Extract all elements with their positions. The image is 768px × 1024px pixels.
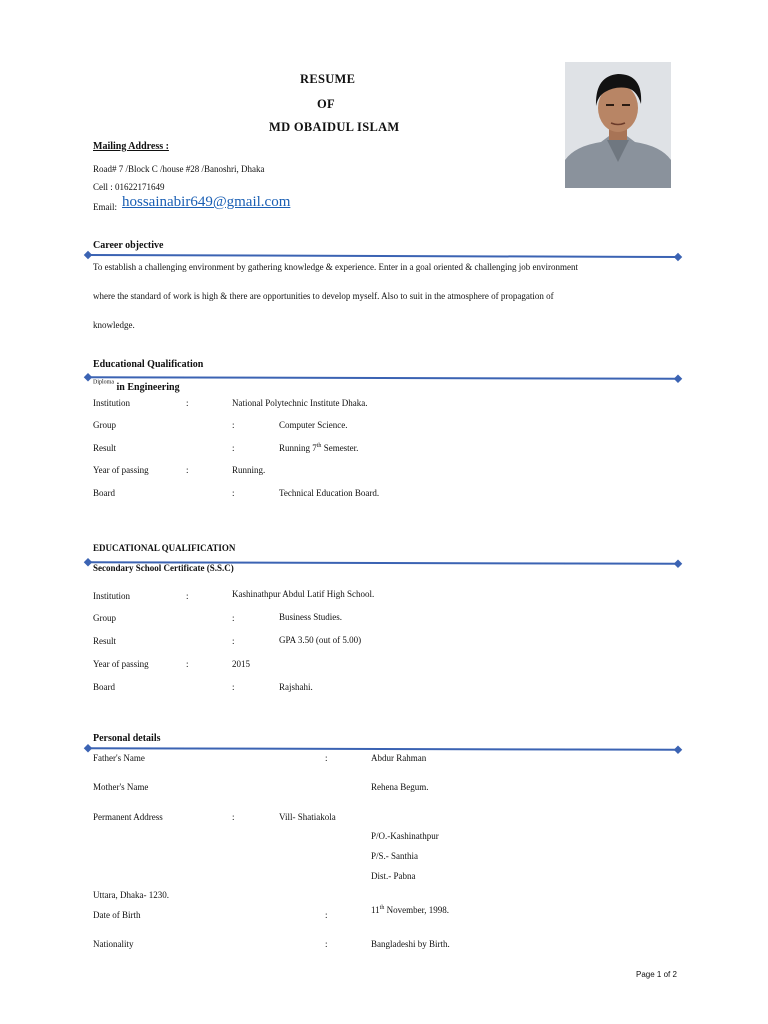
mailing-cell: Cell : 01622171649 <box>93 182 165 192</box>
edu2-label-institution: Institution <box>93 591 131 601</box>
edu1-value-board: Technical Education Board. <box>279 488 380 498</box>
permanent-address-line-2: P/O.-Kashinathpur <box>371 831 439 841</box>
edu1-colon: : <box>232 443 235 453</box>
profile-photo-image <box>565 62 671 188</box>
dob-rest: November, 1998. <box>384 905 449 915</box>
email-link[interactable]: hossainabir649@gmail.com <box>122 194 291 210</box>
nationality-label: Nationality <box>93 939 134 949</box>
edu1-value-result <box>279 443 358 453</box>
present-address-tail: Uttara, Dhaka- 1230. <box>93 890 169 900</box>
edu1-result-after: Semester. <box>321 443 359 453</box>
page-number: Page 1 of 2 <box>636 970 677 979</box>
nationality-value: Bangladeshi by Birth. <box>371 939 450 949</box>
father-value: Abdur Rahman <box>371 753 427 763</box>
profile-photo <box>565 62 671 188</box>
permanent-address-line-3: P/S.- Santhia <box>371 851 419 861</box>
dob-sup: th <box>379 905 385 911</box>
candidate-name: MD OBAIDUL ISLAM <box>269 120 400 134</box>
edu1-colon: : <box>186 398 189 408</box>
career-line-3: knowledge. <box>93 320 135 330</box>
edu1-colon: : <box>232 488 235 498</box>
resume-of: OF <box>317 97 335 111</box>
edu2-label-group: Group <box>93 613 116 623</box>
resume-title: RESUME <box>300 72 356 86</box>
section-divider-personal <box>88 747 678 751</box>
edu2-value-year: 2015 <box>232 659 250 669</box>
edu1-result-main: Running 7 <box>279 443 317 453</box>
edu2-label-year: Year of passing <box>93 659 149 669</box>
personal-heading: Personal details <box>93 733 161 744</box>
degree-prefix: Diploma <box>93 379 114 386</box>
edu1-label-result: Result <box>93 443 117 453</box>
edu2-value-result: GPA 3.50 (out of 5.00) <box>279 635 362 645</box>
degree-title <box>93 377 180 395</box>
education-heading: Educational Qualification <box>93 359 204 370</box>
edu1-label-group: Group <box>93 420 116 430</box>
email-label: Email: <box>93 202 117 212</box>
edu2-label-result: Result <box>93 636 117 646</box>
dob-colon: : <box>325 910 328 920</box>
father-colon: : <box>325 753 328 763</box>
career-heading: Career objective <box>93 240 164 251</box>
permanent-address-line-4: Dist.- Pabna <box>371 871 416 881</box>
edu1-value-institution: National Polytechnic Institute Dhaka. <box>232 398 368 408</box>
dob-day: 11 <box>371 905 380 915</box>
edu2-colon: : <box>186 659 189 669</box>
permanent-address-line-1: Vill- Shatiakola <box>279 812 336 822</box>
permanent-address-colon: : <box>232 812 235 822</box>
edu2-value-group: Business Studies. <box>279 612 343 622</box>
edu2-colon: : <box>232 613 235 623</box>
ssc-degree-title: Secondary School Certificate (S.S.C) <box>93 563 234 573</box>
career-paragraph <box>93 253 673 340</box>
edu1-label-year: Year of passing <box>93 465 149 475</box>
mother-label: Mother's Name <box>93 782 149 792</box>
edu1-label-board: Board <box>93 488 115 498</box>
edu1-label-institution: Institution <box>93 398 131 408</box>
edu1-value-group: Computer Science. <box>279 420 348 430</box>
edu2-colon: : <box>232 636 235 646</box>
edu2-value-board: Rajshahi. <box>279 682 313 692</box>
mailing-heading: Mailing Address : <box>93 141 169 152</box>
edu1-value-year: Running. <box>232 465 266 475</box>
dob-value <box>371 905 449 915</box>
dob-label: Date of Birth <box>93 910 141 920</box>
nationality-colon: : <box>325 939 328 949</box>
edu2-value-institution: Kashinathpur Abdul Latif High School. <box>232 589 375 599</box>
career-line-2: where the standard of work is high & there are opportunities to develop myself. Also to suit in the atmosphere of propagation of <box>93 291 554 301</box>
edu1-colon: : <box>186 465 189 475</box>
edu1-colon: : <box>232 420 235 430</box>
edu2-label-board: Board <box>93 682 115 692</box>
edu2-colon: : <box>232 682 235 692</box>
edu2-colon: : <box>186 591 189 601</box>
career-line-1: To establish a challenging environment by gathering knowledge & experience. Enter in a goal oriented & challenging job environment <box>93 262 578 272</box>
degree-rest: in Engineering <box>114 382 180 393</box>
edu1-result-sup: th <box>316 443 322 449</box>
mother-value: Rehena Begum. <box>371 782 429 792</box>
mailing-address: Road# 7 /Block C /house #28 /Banoshri, Dhaka <box>93 164 265 174</box>
father-label: Father's Name <box>93 753 145 763</box>
permanent-address-label: Permanent Address <box>93 812 163 822</box>
education2-heading: EDUCATIONAL QUALIFICATION <box>93 543 236 553</box>
